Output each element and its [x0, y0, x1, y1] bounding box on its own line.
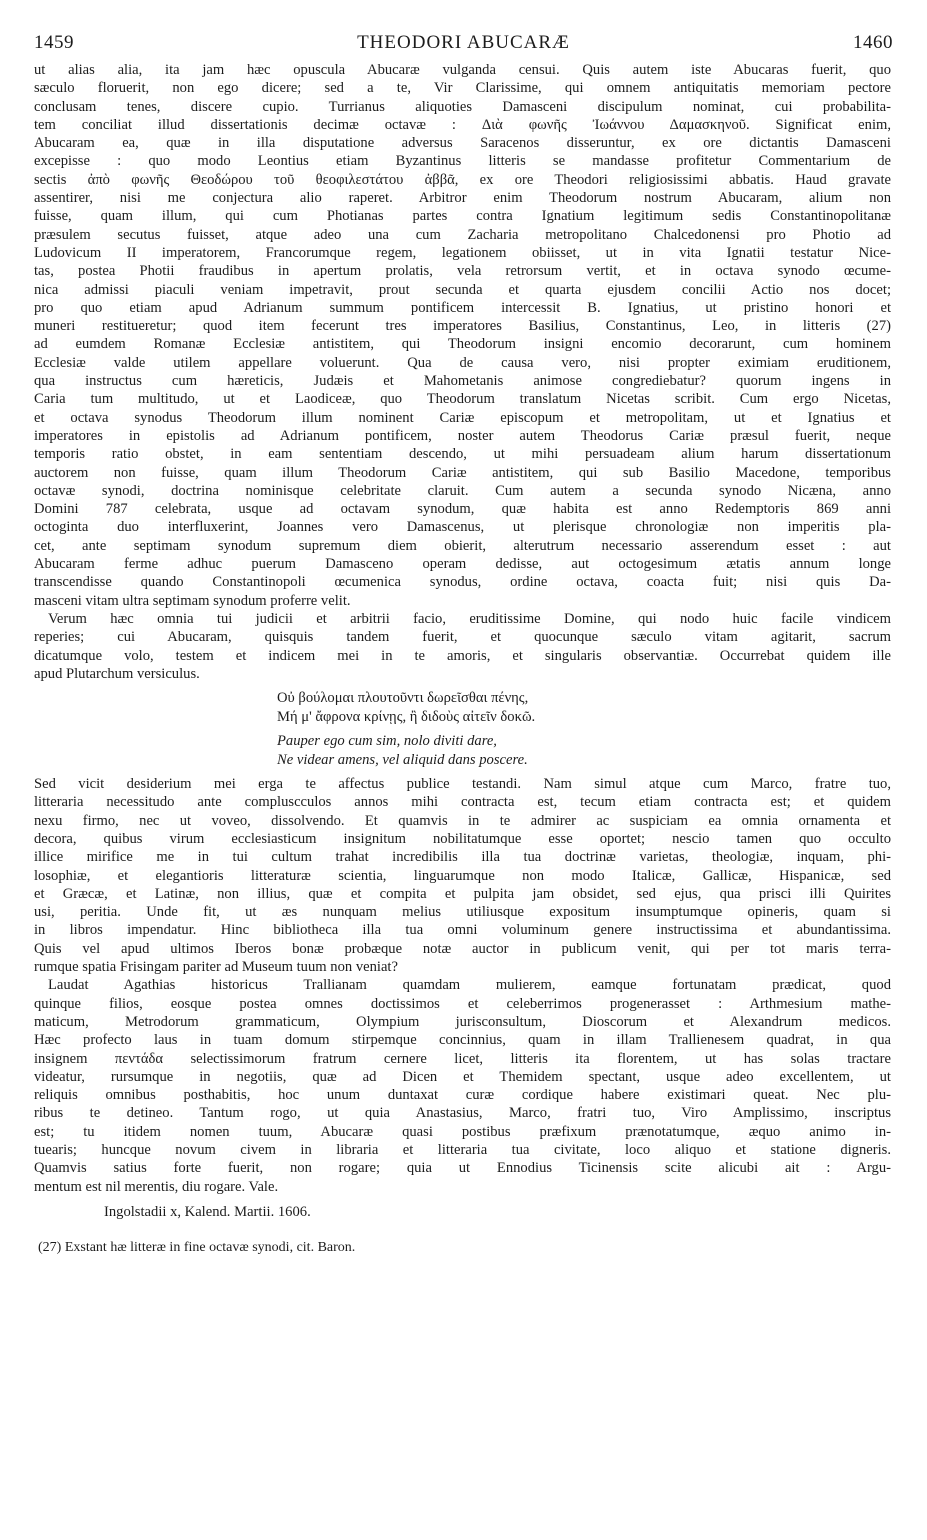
text-line: reperies; cui Abucaram, quisquis tandem fuerit, et quocunque sæculo vitam agitarit, sacrum: [34, 629, 891, 646]
text-line: apud Plutarchum versiculus.: [34, 665, 200, 682]
footnote: (27) Exstant hæ litteræ in fine octavæ synodi, cit. Baron.: [38, 1240, 356, 1255]
greek-verse-line: Οὐ βούλομαι πλουτοῦντι δωρεῖσθαι πένης,: [277, 690, 529, 707]
text-line: ut alias alia, ita jam hæc opuscula Abucaræ vulganda censui. Quis autem iste Abucaras fuerit, quo: [34, 62, 891, 78]
running-header: [34, 32, 893, 60]
text-line: fuisse, quam illum, qui cum Photianas partes contra Ignatium legitimum sedis Constantinopolitanæ: [34, 208, 891, 225]
text-line: tem conciliat illud dissertationis decimæ octavæ : Διὰ φωνῆς Ἰωάννου Δαμασκηνοῦ. Significat enim,: [34, 116, 891, 133]
verse-block: [34, 689, 891, 769]
text-line: masceni vitam ultra septimam synodum proferre velit.: [34, 592, 351, 609]
text-line: litteraria necessitudo ante compluscculos annos mihi contracta est, tecum etiam contracta est; et quidem: [34, 794, 891, 811]
text-line: Caria tum multitudo, ut et Laodiceæ, quo Theodorum translatum Nicetas scribit. Cum ergo Nicetas,: [34, 391, 891, 408]
running-title: THEODORI ABUCARÆ: [357, 32, 570, 53]
text-line: cet, ante septimam synodum supremum diem obierit, alterutrum necessario asserendum esset : aut: [34, 537, 891, 554]
text-line: insignem πεντάδα selectissimorum fratrum cernere licet, litteris ita florentem, ut has solas tractare: [34, 1050, 891, 1067]
text-line: Hæc profecto laus in tuam domum stirpemque concinnius, quam in illam Trallienesem quadrat, in qua: [34, 1032, 891, 1049]
text-line: rumque spatia Frisingam pariter ad Museum tuum non veniat?: [34, 959, 398, 976]
text-line: Verum hæc omnia tui judicii et arbitrii facio, eruditissime Domine, qui nodo huic facile vindicem: [48, 610, 891, 627]
text-line: sæculo floruerit, non ego dicere; sed a te, Vir Clarissime, qui omnem antiquitatis memoriam pectore: [34, 80, 891, 97]
text-line: illice mirifice me in tui cultum trahat incredibilis illa tua doctrinæ varietas, theologiæ, inquam, phi-: [34, 849, 891, 866]
text-line: assentirer, nisi me conjectura alio raperet. Arbitror enim Theodorum nostrum Abucaram, alium non: [34, 190, 891, 207]
text-line: et octava synodus Theodorum illum nominent Cariæ episcopum et metropolitam, ut et Ignatius et: [34, 409, 891, 426]
paragraph-4: [34, 976, 891, 1196]
text-line: præsulem secutus fuisset, atque adeo una cum Zacharia metropolitano Chalcedonensi pro Photio ad: [34, 226, 891, 243]
text-line: usi, peritia. Unde fit, ut æs nunquam melius utiliusque expositum insumptumque opineris, quam si: [34, 904, 891, 921]
greek-verse-line: Μή μ' ἄφρονα κρίνῃς, ἢ διδοὺς αἰτεῖν δοκῶ.: [277, 708, 536, 725]
text-line: videatur, rursumque in negotiis, quæ ad Dicen et Themidem spectant, usque adeo excellentem, ut: [34, 1068, 891, 1085]
text-line: muneri restitueretur; quod item fecerunt tres imperatores Basilius, Constantinus, Leo, in litteris (27): [34, 318, 891, 335]
text-line: octoginta duo interfluxerint, Joannes vero Damascenus, ut plerisque chronologiæ non imperitis pla-: [34, 519, 891, 536]
text-line: Sed vicit desiderium mei erga te affectus publice testandi. Nam simul atque cum Marco, fratre tuo,: [34, 776, 891, 793]
text-line: Quis vel apud ultimos Iberos bonæ probæque notæ auctor in publicum venit, qui per tot maris terra-: [34, 940, 891, 957]
text-line: Abucaram ferme adhuc puerum Damasceno operam dedisse, aut octogesimum ætatis annum longe: [34, 556, 891, 573]
dateline: Ingolstadii x, Kalend. Martii. 1606.: [104, 1203, 311, 1220]
text-line: decora, quibus virum ecclesiasticum insignitum nobilitatumque esse oportet; nescio tamen quo occulto: [34, 830, 891, 847]
text-line: maticum, Metrodorum grammaticum, Olympium jurisconsultum, Dioscorum et Alexandrum medicos.: [34, 1013, 891, 1030]
text-line: auctorem non fuisse, quam illum Theodorum Cariæ antistitem, qui sub Basilio Macedone, temporibus: [34, 464, 891, 481]
paragraph-2: [34, 610, 891, 683]
paragraph-1: [34, 61, 891, 610]
text-line: nexu firmo, nec ut voveo, dissolvendo. Et quamvis in te admirer ac suspiciam ea omnia ornamenta et: [34, 812, 891, 829]
text-line: Ludovicum II imperatorem, Francorumque regem, legationem obiisset, ut in vita Ignatii testatur Nice-: [34, 244, 891, 261]
latin-verse-line: Pauper ego cum sim, nolo diviti dare,: [277, 733, 497, 750]
text-line: Laudat Agathias historicus Trallianam quamdam mulierem, eamque fortunatam prædicat, quod: [48, 977, 891, 994]
latin-verse-line: Ne videar amens, vel aliquid dans poscere.: [277, 751, 528, 768]
text-line: losophiæ, et elegantioris litteraturæ scientia, linguarumque non modo Italicæ, Gallicæ, Hispanicæ, sed: [34, 867, 891, 884]
text-line: excepisse : quo modo Leontius etiam Byzantinus litteris se mandasse profitetur Commentarium de: [34, 153, 891, 170]
left-column-number: 1459: [34, 32, 74, 53]
text-line: octavæ synodi, doctrina nominisque celebritate claruit. Cum autem a secunda synodo Nicæna, anno: [34, 482, 891, 499]
text-line: nica admissi piaculi veniam impetravit, prout secunda et quarta ejusdem concilii Actio nos docet;: [34, 281, 891, 298]
text-line: Ecclesiæ valde utilem appellare voluerunt. Qua de causa vero, nisi propter eximiam eruditionem,: [34, 354, 891, 371]
text-line: quinque filios, eosque postea omnes doctissimos et celeberrimos progenerasset : Arthmesium mathe-: [34, 995, 891, 1012]
text-line: sectis ἀπὸ φωνῆς Θεοδώρου τοῦ θεοφιλεστάτου ἀββᾶ, ex ore Theodori religiosissimi abbatis. Haud gravate: [34, 171, 891, 188]
text-line: est; tu itidem nomen tuum, Abucaræ quasi postibus præfixum prænotatumque, æquo animo in-: [34, 1123, 891, 1140]
right-column-number: 1460: [853, 32, 893, 53]
text-line: tas, postea Photii fraudibus in apertum prolatis, vela retrorsum vertit, et in octava synodo œcume-: [34, 263, 891, 280]
text-line: Quamvis satius forte fuerit, non rogare; quia ut Ennodius Ticinensis scite alicubi ait : Argu-: [34, 1160, 891, 1177]
text-line: Domini 787 celebrata, usque ad octavam synodum, quæ habita est anno Redemptoris 869 anni: [34, 501, 891, 518]
text-line: reliquis omnibus posthabitis, hoc unum duntaxat curæ cordique habere existimari queat. Nec plu-: [34, 1087, 891, 1104]
text-line: ribus te detineo. Tantum rogo, ut quia Anastasius, Marco, fratri tuo, Viro Amplissimo, inscriptus: [34, 1105, 891, 1122]
text-line: qua instructus cum hæreticis, Judæis et Mahometanis animose congrediebatur? quorum ingens in: [34, 373, 891, 390]
text-line: dicatumque volo, testem et indicem mei in te amoris, et singularis observantiæ. Occurrebat quidem ille: [34, 647, 891, 664]
text-line: imperatores in epistolis ad Adrianum pontificem, noster autem Theodorus Cariæ præsul fuerit, neque: [34, 427, 891, 444]
text-line: pro quo etiam apud Adrianum summum pontificem intercessit B. Ignatius, ut pristino honori et: [34, 299, 891, 316]
text-line: et Græcæ, et Latinæ, non illius, quæ et compita et pulpita jam obsidet, sed ejus, qua prisci illi Quirites: [34, 885, 891, 902]
text-line: tuearis; huncque novum civem in libraria et litteraria tua civitate, loco aliquo et statione digneris.: [34, 1142, 891, 1159]
text-line: Abucaram ea, quæ in illa disputatione adversus Saracenos disseruntur, ex ore dictantis Damasceni: [34, 135, 891, 152]
paragraph-3: [34, 775, 891, 976]
text-line: conclusam tenes, discere cupio. Turrianus aliquoties Damasceni discipulum nominat, cui probabilita-: [34, 98, 891, 115]
text-line: ad eumdem Romanæ Ecclesiæ antistitem, qui Theodorum insigni encomio decorarunt, cum hominem: [34, 336, 891, 353]
text-line: in libros impendatur. Hinc bibliotheca illa tua omni voluminum genere instructissima et abundantissima.: [34, 922, 891, 939]
text-line: transcendisse quando Constantinopoli œcumenica synodus, ordine octava, coacta fuit; nisi quis Da-: [34, 574, 891, 591]
text-line: mentum est nil merentis, diu rogare. Vale.: [34, 1178, 279, 1195]
text-line: temporis ratio obstet, in eam sententiam descendo, ut mihi persuadeam alium harum dissertationum: [34, 446, 891, 463]
main-text: [34, 61, 891, 1222]
